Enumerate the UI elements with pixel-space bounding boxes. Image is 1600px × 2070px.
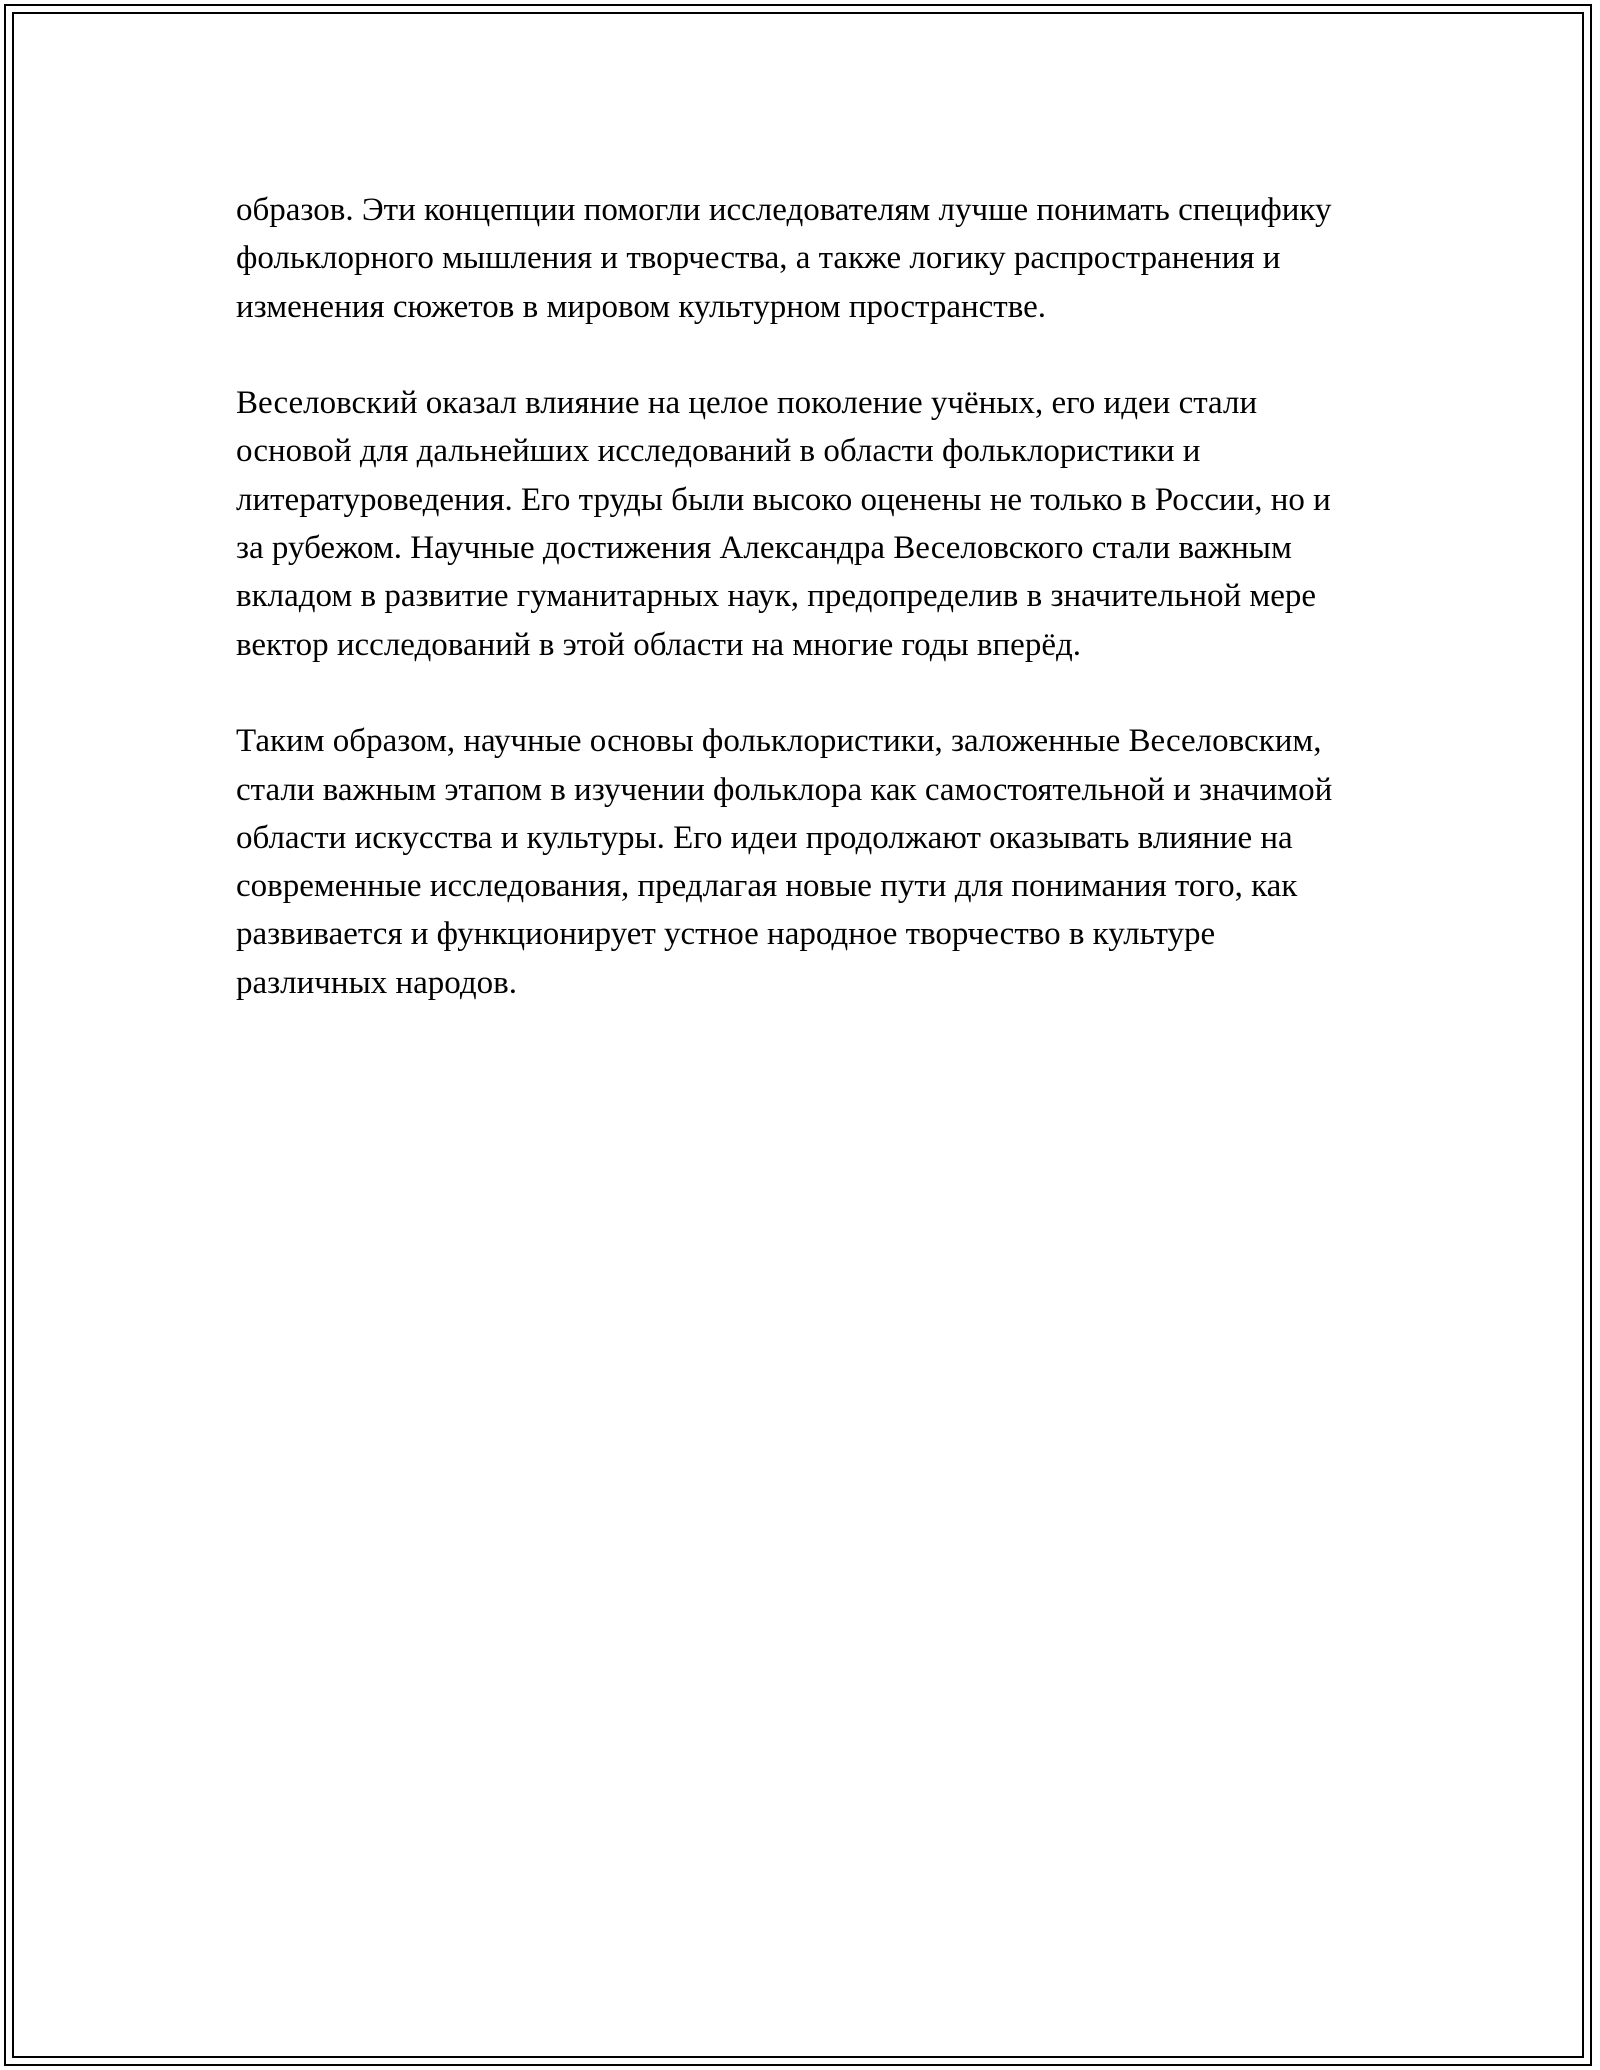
paragraph-2: Веселовский оказал влияние на целое поколение учёных, его идеи стали основой для дальнейших исследований в области фольклористики и литературоведения. Его труды были высоко оценены не только в России, но и за рубежом. Научные достижения Александра Веселовского стали важным вкладом в развитие гуманитарных наук, предопределив в значительной мере вектор исследований в этой области на многие годы вперёд. — [236, 385, 1331, 663]
document-body — [236, 186, 1346, 1055]
paragraph-1: образов. Эти концепции помогли исследователям лучше понимать специфику фольклорного мышления и творчества, а также логику распространения и изменения сюжетов в мировом культурном пространстве. — [236, 192, 1332, 325]
paragraph-3: Таким образом, научные основы фольклористики, заложенные Веселовским, стали важным этапом в изучении фольклора как самостоятельной и значимой области искусства и культуры. Его идеи продолжают оказывать влияние на современные исследования, предлагая новые пути для понимания того, как развивается и функционирует устное народное творчество в культуре различных народов. — [236, 723, 1333, 1001]
